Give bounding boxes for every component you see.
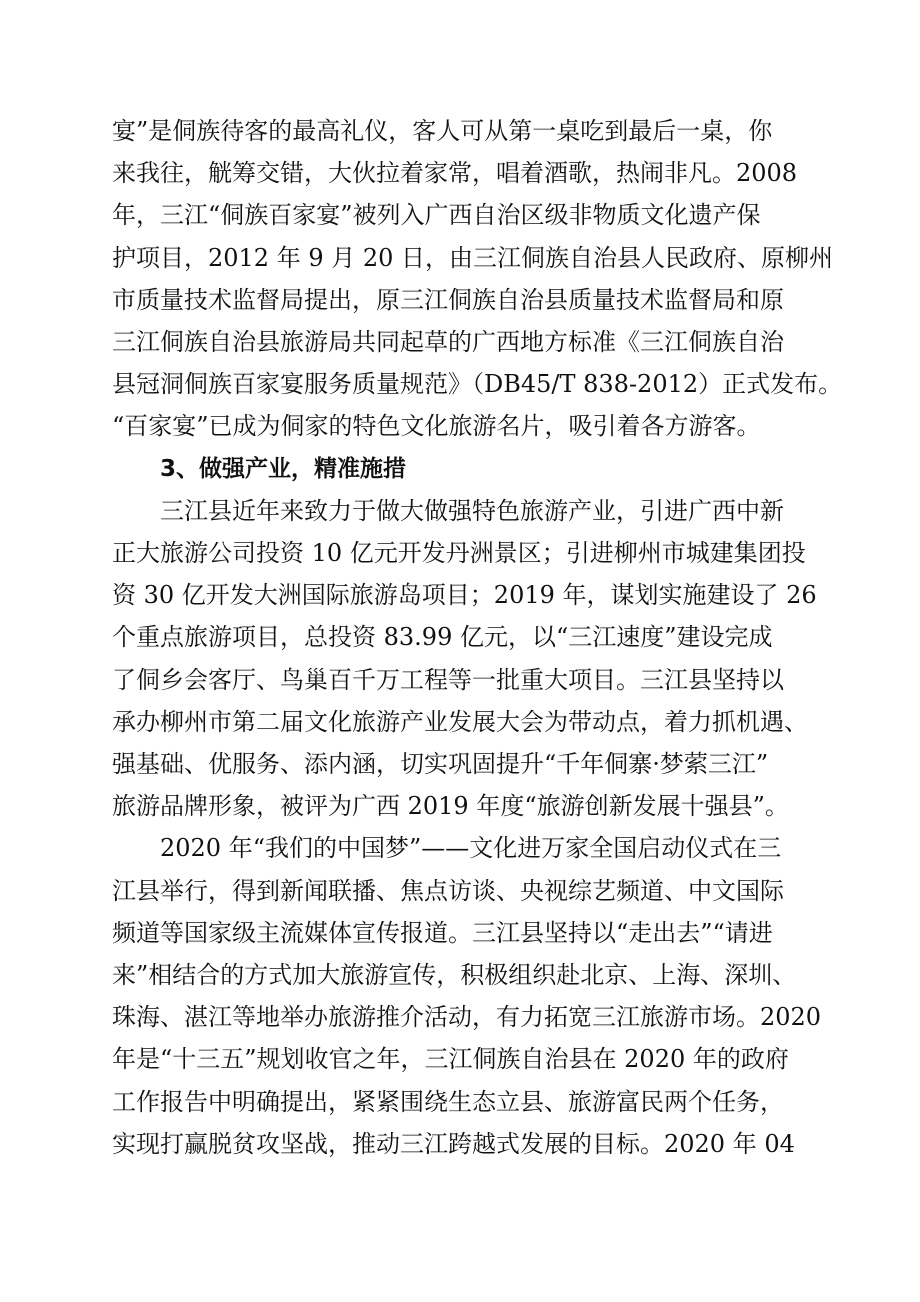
text-line: 年，三江“侗族百家宴”被列入广西自治区级非物质文化遗产保 xyxy=(112,201,761,229)
text-line: 工作报告中明确提出，紧紧围绕生态立县、旅游富民两个任务， xyxy=(112,1088,784,1116)
text-line: 个重点旅游项目，总投资 83.99 亿元，以“三江速度”建设完成 xyxy=(112,623,773,651)
text-line: 强基础、优服务、添内涵，切实巩固提升“千年侗寨·梦萦三江” xyxy=(112,750,769,778)
text-line: 来”相结合的方式加大旅游宣传，积极组织赴北京、上海、深圳、 xyxy=(112,961,797,989)
text-line: 宴”是侗族待客的最高礼仪，客人可从第一桌吃到最后一桌，你 xyxy=(112,117,773,145)
text-line: 资 30 亿开发大洲国际旅游岛项目；2019 年，谋划实施建设了 26 xyxy=(112,581,817,609)
text-line: 来我往，觥筹交错，大伙拉着家常，唱着酒歌，热闹非凡。2008 xyxy=(112,159,798,187)
text-line: 实现打赢脱贫攻坚战，推动三江跨越式发展的目标。2020 年 04 xyxy=(112,1130,795,1158)
paragraph-first-line: 三江县近年来致力于做大做强特色旅游产业，引进广西中新 xyxy=(160,497,784,525)
text-line: 频道等国家级主流媒体宣传报道。三江县坚持以“走出去”“请进 xyxy=(112,919,773,947)
text-line: 了侗乡会客厅、鸟巢百千万工程等一批重大项目。三江县坚持以 xyxy=(112,666,784,694)
paragraph-first-line: 2020 年“我们的中国梦”——文化进万家全国启动仪式在三 xyxy=(160,834,782,862)
text-line: 正大旅游公司投资 10 亿元开发丹洲景区；引进柳州市城建集团投 xyxy=(112,539,806,567)
text-line: 承办柳州市第二届文化旅游产业发展大会为带动点，着力抓机遇、 xyxy=(112,708,808,736)
text-line: 三江侗族自治县旅游局共同起草的广西地方标准《三江侗族自治 xyxy=(112,328,784,356)
section-heading: 3、做强产业，精准施措 xyxy=(160,456,407,482)
text-line: 年是“十三五”规划收官之年，三江侗族自治县在 2020 年的政府 xyxy=(112,1045,789,1073)
text-line: 市质量技术监督局提出，原三江侗族自治县质量技术监督局和原 xyxy=(112,286,784,314)
text-line: 珠海、湛江等地举办旅游推介活动，有力拓宽三江旅游市场。2020 xyxy=(112,1003,822,1031)
text-line: 县冠洞侗族百家宴服务质量规范》（DB45/T 838-2012）正式发布。 xyxy=(112,370,843,398)
text-line: 护项目，2012 年 9 月 20 日，由三江侗族自治县人民政府、原柳州 xyxy=(112,244,834,272)
text-line: “百家宴”已成为侗家的特色文化旅游名片，吸引着各方游客。 xyxy=(112,412,761,440)
text-line: 旅游品牌形象，被评为广西 2019 年度“旅游创新发展十强县”。 xyxy=(112,792,789,820)
text-line: 江县举行，得到新闻联播、焦点访谈、央视综艺频道、中文国际 xyxy=(112,877,784,905)
